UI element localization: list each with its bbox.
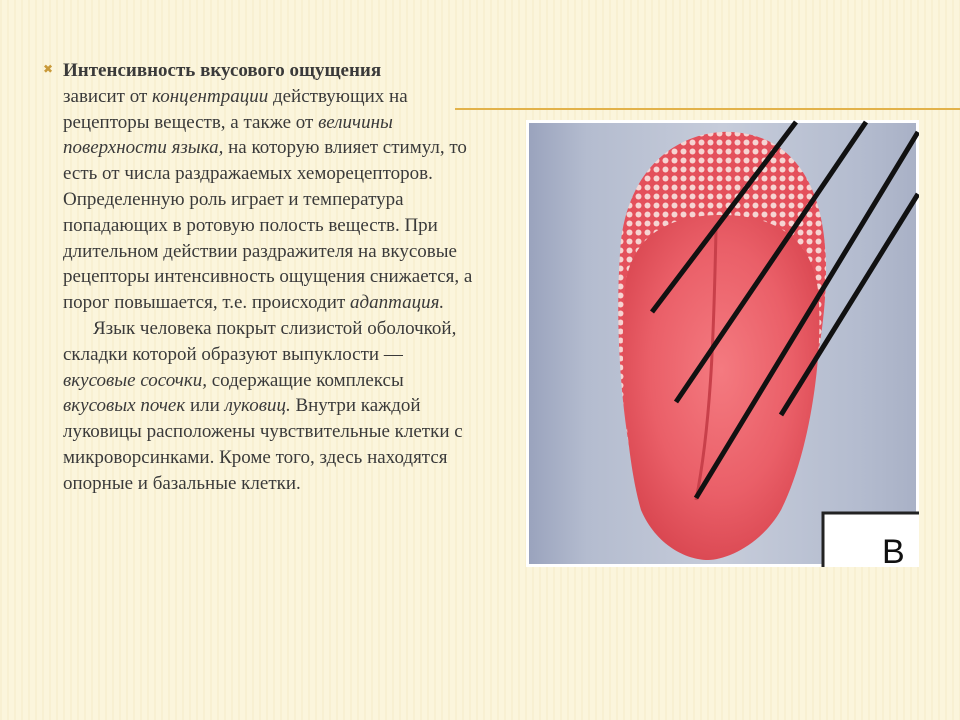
- paragraph-intensity: [63, 58, 473, 316]
- text-run: зависит от: [63, 85, 153, 107]
- text-run: на которую влияет стимул, то есть от числа раздражаемых хеморецепторов. Определенную роль играет и температура попадающих в ротовую полость веществ. При длительном действии раздражителя на вкусовые рецепторы интенсивность ощущения снижается, а порог повышается, т.е. происходит: [63, 137, 473, 314]
- text-run: Язык человека покрыт слизистой оболочкой, складки которой образуют выпуклости —: [63, 317, 457, 365]
- text-run: содержащие комплексы: [206, 369, 404, 391]
- x-mark-bullet-icon: ✖: [43, 62, 54, 76]
- italic-term-adaptation: адаптация.: [350, 292, 445, 314]
- text-run: или: [185, 395, 225, 417]
- italic-term-bulbs: луковиц.: [224, 395, 291, 417]
- text-run: действующих на рецепторы веществ, а также от: [63, 85, 408, 133]
- paragraph-heading: Интенсивность вкусового ощущения: [63, 60, 382, 81]
- decorative-rule: [455, 108, 960, 110]
- italic-term-surface: величины поверхности языка,: [63, 111, 393, 159]
- slide-text: [63, 58, 473, 497]
- tongue-drawing: [526, 120, 919, 567]
- label-fragment: B: [882, 533, 905, 567]
- tongue-illustration: [526, 120, 919, 567]
- italic-term-concentration: концентрации: [152, 85, 269, 107]
- text-run: Внутри каждой луковицы расположены чувствительные клетки с микроворсинками. Кроме того, здесь находятся опорные и базальные клетки.: [63, 395, 463, 494]
- italic-term-papillae: вкусовые сосочки,: [63, 369, 207, 391]
- italic-term-taste-buds: вкусовых почек: [63, 395, 186, 417]
- paragraph-papillae: [63, 316, 473, 497]
